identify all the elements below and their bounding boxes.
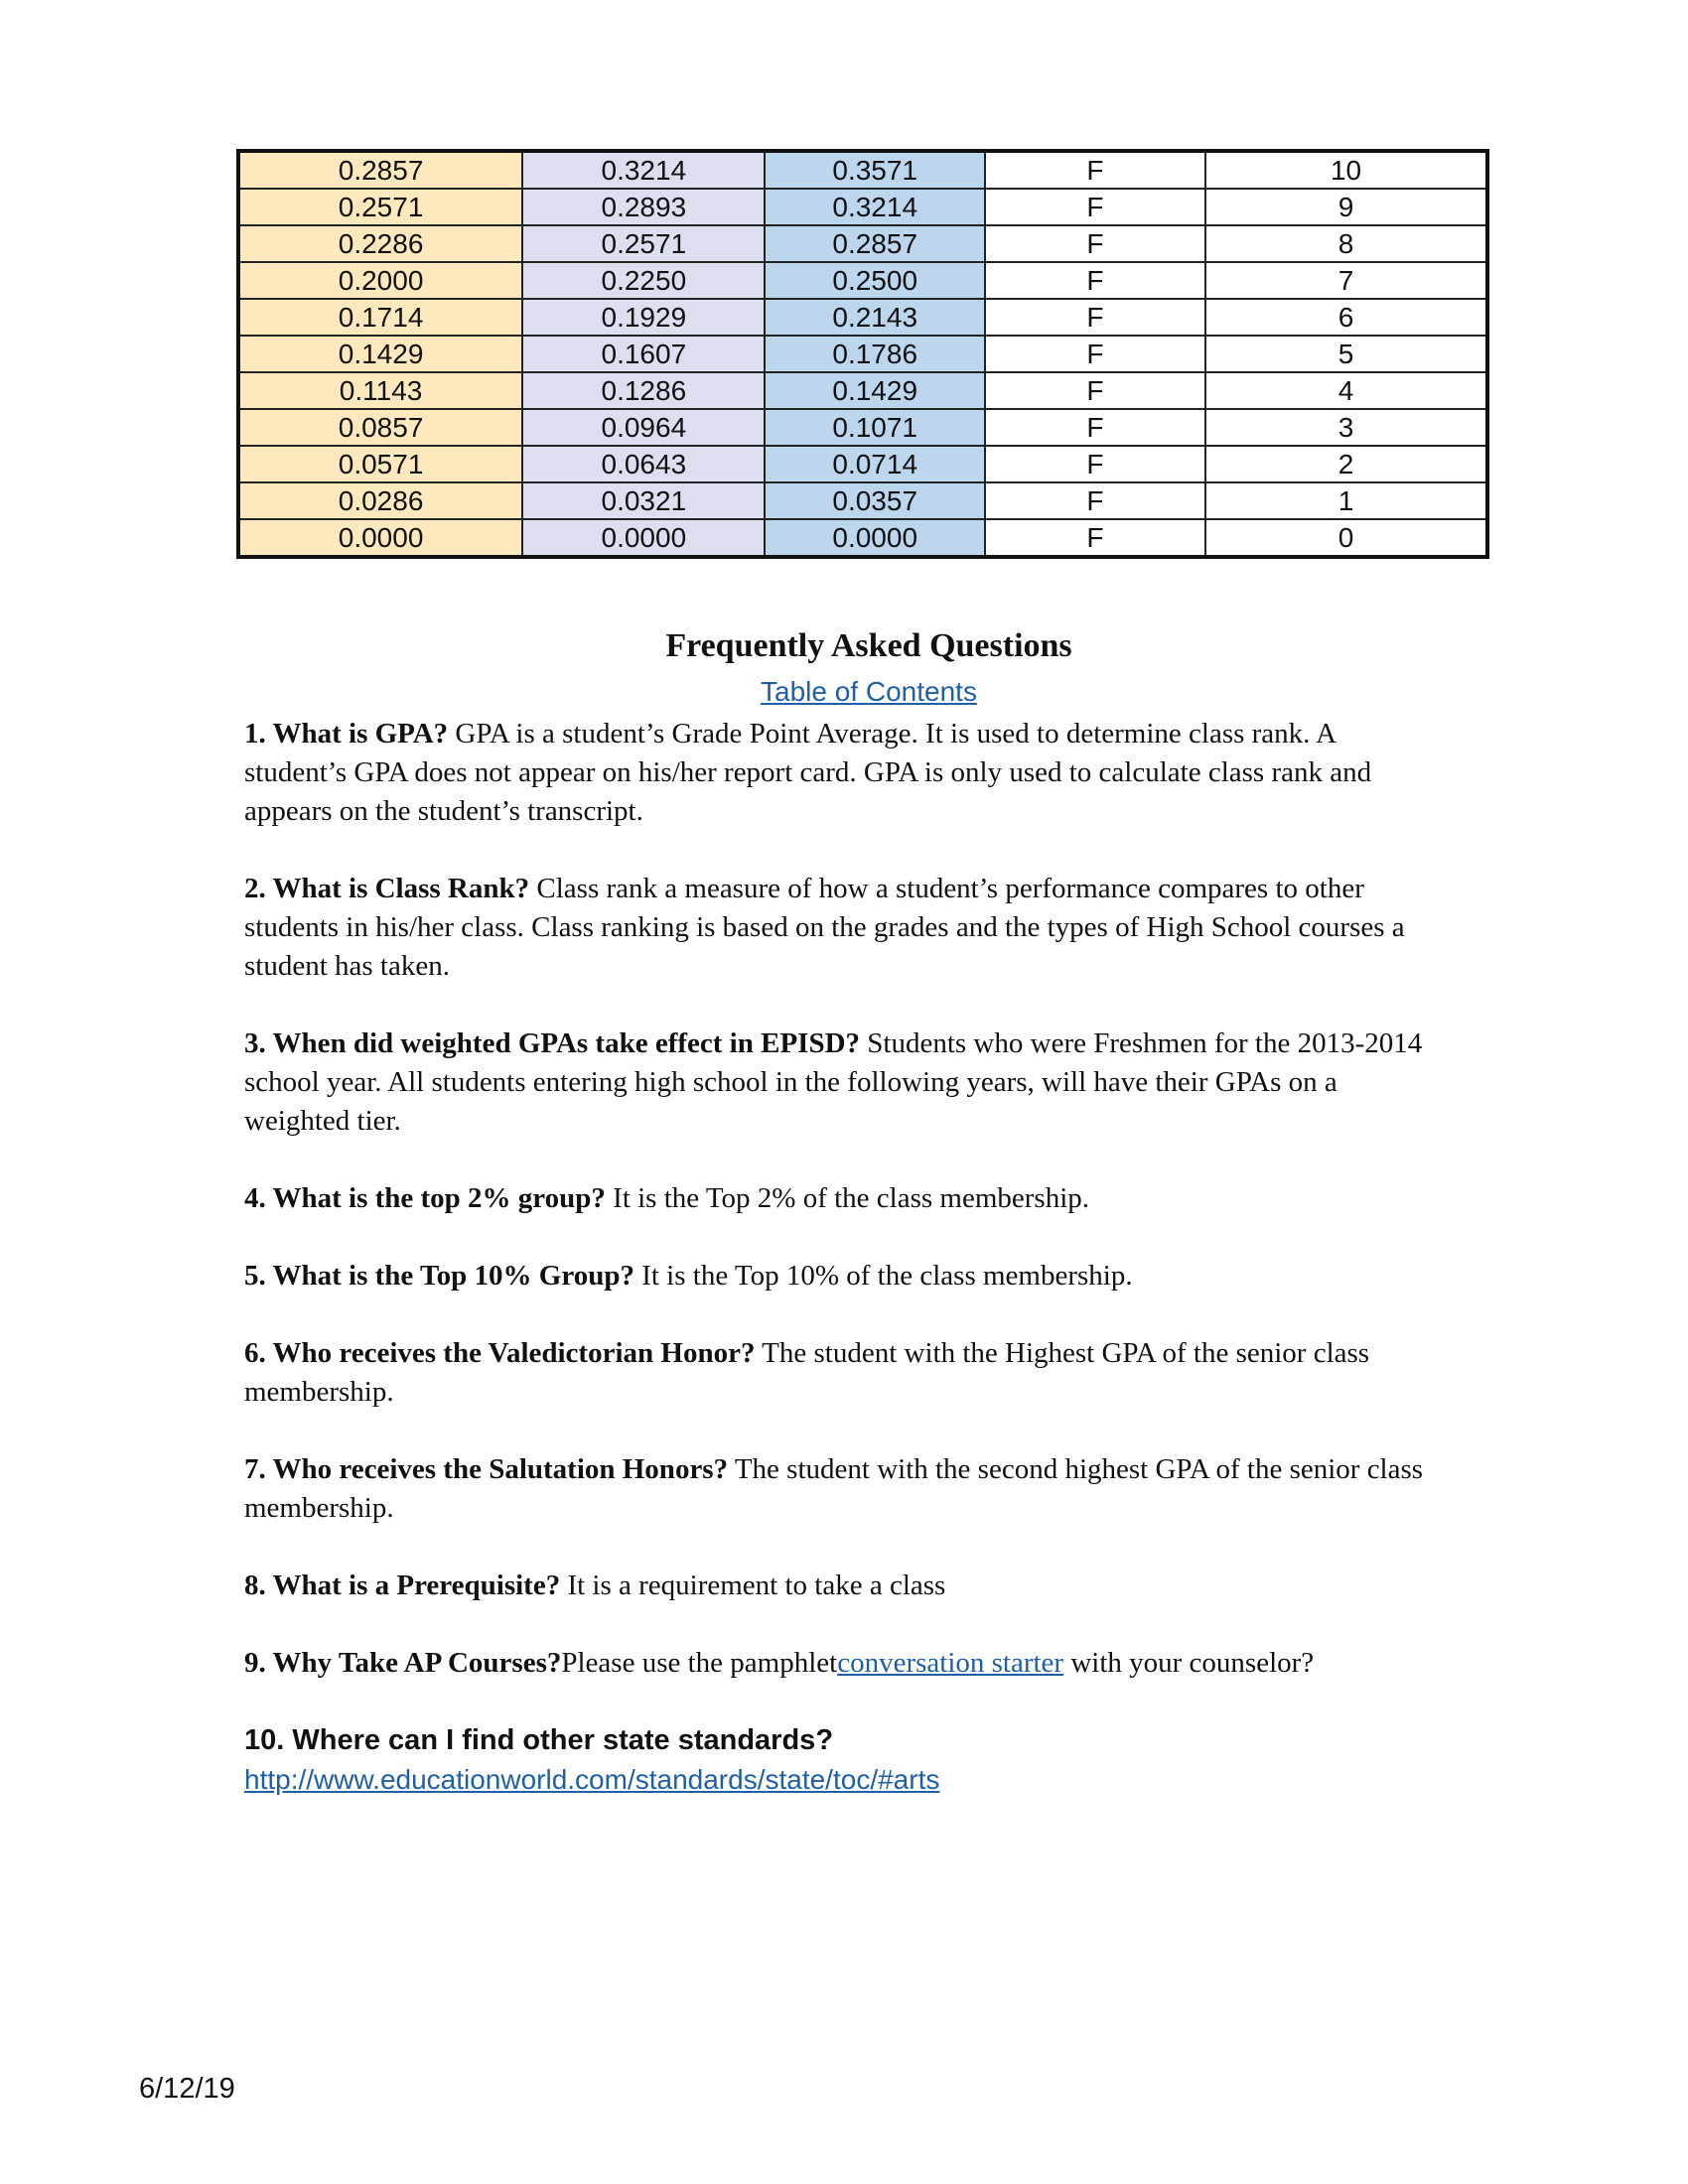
table-row [238, 482, 1487, 519]
faq-answer-line: student has taken. [244, 950, 450, 982]
table-row [238, 409, 1487, 446]
table-cell: 0.0000 [522, 519, 765, 557]
table-cell: 0.1714 [238, 299, 522, 336]
faq-answer: It is a requirement to take a class [560, 1570, 946, 1601]
faq-question: 9. Why Take AP Courses? [244, 1647, 562, 1679]
table-cell: 0.0000 [765, 519, 984, 557]
faq-answer-line: student’s GPA does not appear on his/her report card. GPA is only used to calculate class rank and [244, 756, 1372, 788]
table-cell: 6 [1205, 299, 1487, 336]
table-cell: 0.0286 [238, 482, 522, 519]
faq-question: 7. Who receives the Salutation Honors? [244, 1453, 729, 1485]
faq-question: 5. What is the Top 10% Group? [244, 1260, 634, 1292]
table-of-contents-link[interactable]: Table of Contents [761, 676, 977, 707]
faq-answer: with your counselor? [1063, 1647, 1315, 1679]
education-world-link[interactable]: http://www.educationworld.com/standards/state/toc/#arts [244, 1764, 940, 1795]
faq-question: 4. What is the top 2% group? [244, 1182, 606, 1214]
table-cell: F [985, 225, 1205, 262]
table-cell: F [985, 482, 1205, 519]
faq-item-top-10 [244, 1257, 1493, 1296]
table-row [238, 372, 1487, 409]
table-cell: 0.1429 [765, 372, 984, 409]
table-cell: 7 [1205, 262, 1487, 299]
faq-title: Frequently Asked Questions [665, 627, 1072, 664]
table-cell: 5 [1205, 336, 1487, 372]
faq-answer-line: membership. [244, 1376, 394, 1408]
gpa-table-body [238, 151, 1487, 557]
table-cell: 0.2250 [522, 262, 765, 299]
table-row [238, 519, 1487, 557]
table-cell: 0.1607 [522, 336, 765, 372]
table-cell: 0.0714 [765, 446, 984, 482]
table-cell: 3 [1205, 409, 1487, 446]
faq-question: 1. What is GPA? [244, 718, 449, 750]
table-cell: F [985, 519, 1205, 557]
faq-answer: Please use the pamphlet [561, 1647, 838, 1679]
faq-question: 10. Where can I find other state standards? [244, 1724, 834, 1756]
table-cell: 0.0857 [238, 409, 522, 446]
table-cell: 8 [1205, 225, 1487, 262]
faq-answer: It is the Top 10% of the class membership. [633, 1260, 1133, 1292]
table-cell: 0.2893 [522, 189, 765, 225]
table-cell: 1 [1205, 482, 1487, 519]
table-cell: F [985, 372, 1205, 409]
faq-answer: The student with the second highest GPA of the senior class [728, 1453, 1424, 1485]
table-cell: 2 [1205, 446, 1487, 482]
table-cell: 0.1429 [238, 336, 522, 372]
table-cell: 0.0643 [522, 446, 765, 482]
table-cell: 0.0321 [522, 482, 765, 519]
table-cell: 0.1143 [238, 372, 522, 409]
table-cell: 0.1286 [522, 372, 765, 409]
table-cell: 0.0357 [765, 482, 984, 519]
footer-date: 6/12/19 [139, 2073, 235, 2105]
table-cell: 0.3571 [765, 151, 984, 189]
faq-answer: Students who were Freshmen for the 2013-2014 [860, 1027, 1423, 1059]
faq-item-class-rank [244, 870, 1493, 986]
faq-question: 8. What is a Prerequisite? [244, 1570, 561, 1601]
table-cell: F [985, 262, 1205, 299]
faq-answer: The student with the Highest GPA of the senior class [755, 1337, 1370, 1369]
table-cell: F [985, 299, 1205, 336]
faq-answer: GPA is a student’s Grade Point Average. It is used to determine class rank. A [448, 718, 1337, 750]
faq-answer: It is the Top 2% of the class membership. [605, 1182, 1090, 1214]
table-cell: 0.3214 [765, 189, 984, 225]
faq-item-state-standards [244, 1721, 1493, 1800]
table-row [238, 151, 1487, 189]
table-cell: F [985, 446, 1205, 482]
table-cell: 0.2571 [522, 225, 765, 262]
faq-question: 2. What is Class Rank? [244, 873, 530, 904]
table-cell: F [985, 189, 1205, 225]
faq-item-weighted-gpa [244, 1024, 1493, 1141]
table-row [238, 189, 1487, 225]
table-cell: 0.0571 [238, 446, 522, 482]
faq-answer-line: membership. [244, 1492, 394, 1524]
table-row [238, 446, 1487, 482]
table-cell: 0.1786 [765, 336, 984, 372]
faq-item-salutatorian [244, 1450, 1493, 1528]
table-cell: 0.2000 [238, 262, 522, 299]
table-cell: 0 [1205, 519, 1487, 557]
faq-answer-line: students in his/her class. Class ranking is based on the grades and the types of High School courses a [244, 911, 1405, 943]
table-cell: 0.2500 [765, 262, 984, 299]
faq-item-ap-courses [244, 1644, 1493, 1683]
table-cell: 10 [1205, 151, 1487, 189]
faq-question: 3. When did weighted GPAs take effect in EPISD? [244, 1027, 861, 1059]
table-cell: 0.2857 [765, 225, 984, 262]
table-cell: 0.2143 [765, 299, 984, 336]
faq-item-valedictorian [244, 1334, 1493, 1412]
faq-list [244, 715, 1493, 1800]
faq-answer-line: school year. All students entering high school in the following years, will have their GPAs on a [244, 1066, 1337, 1098]
table-cell: 0.1071 [765, 409, 984, 446]
table-cell: 0.2286 [238, 225, 522, 262]
table-row [238, 262, 1487, 299]
faq-question: 6. Who receives the Valedictorian Honor? [244, 1337, 756, 1369]
faq-answer: Class rank a measure of how a student’s performance compares to other [529, 873, 1364, 904]
table-row [238, 336, 1487, 372]
table-cell: 0.2571 [238, 189, 522, 225]
table-cell: 0.0000 [238, 519, 522, 557]
faq-answer-line: appears on the student’s transcript. [244, 795, 643, 827]
table-cell: 9 [1205, 189, 1487, 225]
table-cell: F [985, 409, 1205, 446]
gpa-conversion-table [236, 149, 1489, 559]
table-cell: 0.1929 [522, 299, 765, 336]
table-cell: 4 [1205, 372, 1487, 409]
faq-item-gpa [244, 715, 1493, 831]
faq-answer-line: weighted tier. [244, 1105, 401, 1137]
table-row [238, 225, 1487, 262]
table-cell: 0.2857 [238, 151, 522, 189]
faq-item-top-2 [244, 1179, 1493, 1218]
table-cell: F [985, 336, 1205, 372]
table-row [238, 299, 1487, 336]
table-cell: 0.0964 [522, 409, 765, 446]
table-cell: 0.3214 [522, 151, 765, 189]
table-cell: F [985, 151, 1205, 189]
faq-item-prerequisite [244, 1567, 1493, 1605]
conversation-starter-link[interactable]: conversation starter [837, 1647, 1064, 1679]
